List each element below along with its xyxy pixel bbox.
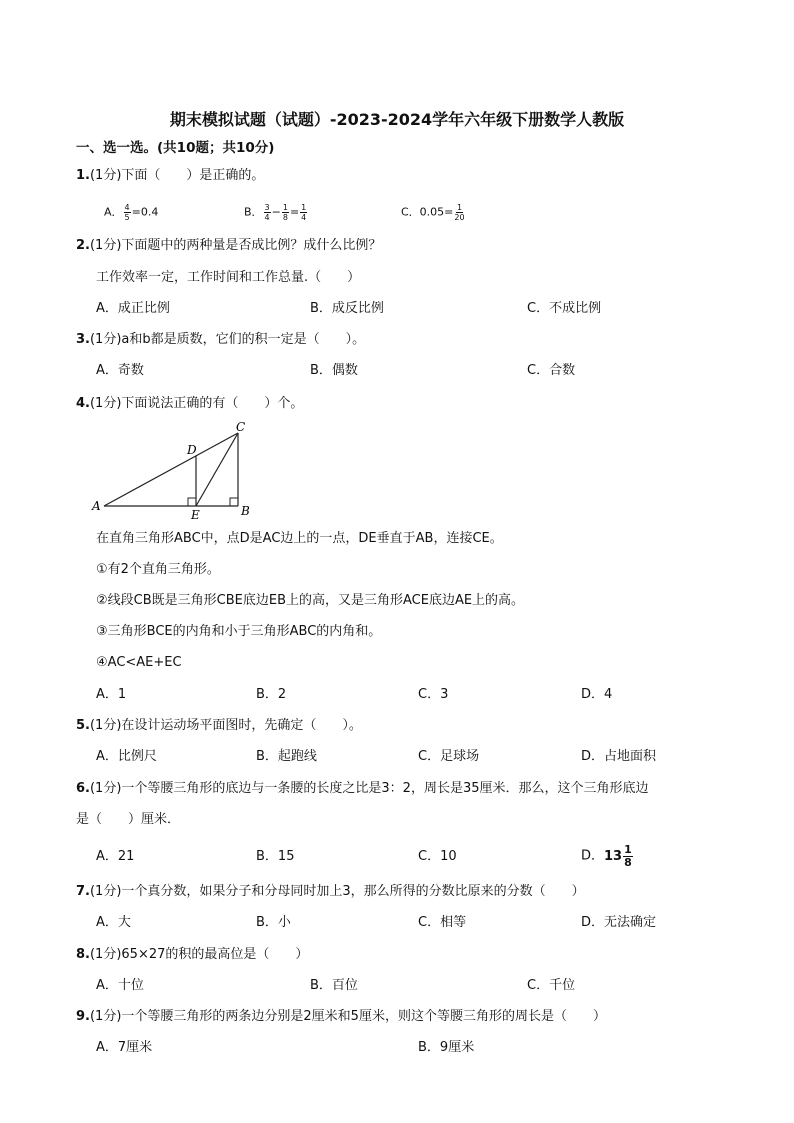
section-heading: 一、选一选。(共10题；共10分): [76, 140, 275, 156]
statement-2: ②线段CB既是三角形CBE底边EB上的高，又是三角形ACE底边AE上的高。: [96, 593, 525, 608]
question-9: [76, 1008, 606, 1026]
question-number: 1.: [76, 168, 90, 183]
question-7: [76, 883, 585, 901]
label-d: D: [187, 443, 197, 457]
question-3: [76, 331, 365, 349]
q7-option-c: C．相等: [418, 915, 467, 930]
q1-option-c: C．0.05= $\frac{1}{20}$: [401, 203, 465, 222]
question-number: 5.: [76, 718, 90, 733]
question-text-line: 在直角三角形ABC中，点D是AC边上的一点，DE垂直于AB，连接CE。: [96, 531, 503, 546]
q8-option-b: B．百位: [310, 978, 358, 993]
question-1: [76, 167, 264, 185]
right-angle-mark-b: [230, 498, 238, 506]
q7-option-d: D．无法确定: [581, 915, 657, 930]
q6-option-c: C．10: [418, 849, 457, 864]
question-6: [76, 780, 649, 798]
question-text: 下面（ ）是正确的。: [121, 168, 265, 183]
statement-1: ①有2个直角三角形。: [96, 562, 220, 577]
question-number: 3.: [76, 332, 90, 347]
q5-option-b: B．起跑线: [256, 749, 317, 764]
q9-option-b: B．9厘米: [418, 1040, 475, 1055]
page-title: 期末模拟试题（试题）-2023-2024学年六年级下册数学人教版: [169, 110, 625, 129]
question-score: (1分): [89, 332, 122, 347]
question-number: 9.: [76, 1009, 90, 1024]
segment-ac: [104, 433, 238, 506]
q5-option-a: A．比例尺: [96, 749, 157, 764]
q5-option-c: C．足球场: [418, 749, 480, 764]
question-8: [76, 946, 308, 964]
fraction: $\frac{4}{5}$: [124, 203, 130, 222]
question-5: [76, 717, 362, 735]
q2-option-c: C．不成比例: [527, 301, 602, 316]
label-c: C: [236, 420, 246, 434]
label-a: A: [92, 499, 101, 513]
question-score: (1分): [89, 718, 122, 733]
q2-option-b: B．成反比例: [310, 301, 384, 316]
q4-option-d: D．4: [581, 687, 613, 702]
question-4: [76, 395, 303, 413]
question-text-line: 工作效率一定，工作时间和工作总量.（ ）: [96, 270, 361, 285]
question-text: 一个真分数，如果分子和分母同时加上3，那么所得的分数比原来的分数（ ）: [121, 884, 585, 899]
question-number: 2.: [76, 238, 90, 253]
fraction: $\frac{1}{8}$: [282, 203, 288, 222]
right-angle-mark-e: [188, 498, 196, 506]
q7-option-a: A．大: [96, 915, 131, 930]
statement-4: ④AC<AE+EC: [96, 655, 182, 670]
q3-option-c: C．合数: [527, 363, 576, 378]
mixed-number: 13 $\frac{1}{8}$: [604, 843, 632, 869]
statement-3: ③三角形BCE的内角和小于三角形ABC的内角和。: [96, 624, 382, 639]
fraction: $\frac{1}{20}$: [454, 203, 465, 222]
q4-option-a: A．1: [96, 687, 127, 702]
q4-option-c: C．3: [418, 687, 449, 702]
question-text: 下面说法正确的有（ ）个。: [121, 396, 304, 411]
q8-option-c: C．千位: [527, 978, 576, 993]
fraction: $\frac{3}{4}$: [264, 203, 270, 222]
question-text: 一个等腰三角形的两条边分别是2厘米和5厘米，则这个等腰三角形的周长是（ ）: [121, 1009, 606, 1024]
fraction: $\frac{1}{4}$: [301, 203, 307, 222]
question-text: 65×27的积的最高位是（ ）: [121, 947, 309, 962]
q7-option-b: B．小: [256, 915, 291, 930]
q3-option-a: A．奇数: [96, 363, 144, 378]
q9-option-a: A．7厘米: [96, 1040, 153, 1055]
question-number: 6.: [76, 781, 90, 796]
q1-option-b: B． $\frac{3}{4}$ − $\frac{1}{8}$ = $\frac{1}{4}$: [244, 203, 307, 222]
question-text: 在设计运动场平面图时，先确定（ ）。: [121, 718, 362, 733]
q5-option-d: D．占地面积: [581, 749, 657, 764]
question-score: (1分): [89, 947, 122, 962]
q8-option-a: A．十位: [96, 978, 144, 993]
question-score: (1分): [89, 781, 122, 796]
q6-option-b: B．15: [256, 849, 295, 864]
triangle-figure: [88, 418, 258, 524]
question-score: (1分): [89, 168, 122, 183]
q1-option-a: A． $\frac{4}{5}$ =0.4: [104, 203, 159, 222]
label-e: E: [191, 508, 200, 522]
q2-option-a: A．成正比例: [96, 301, 170, 316]
question-number: 4.: [76, 396, 90, 411]
question-text: 一个等腰三角形的底边与一条腰的长度之比是3：2，周长是35厘米．那么，这个三角形底边: [121, 781, 649, 796]
label-b: B: [241, 504, 250, 518]
q3-option-b: B．偶数: [310, 363, 358, 378]
q6-option-a: A．21: [96, 849, 135, 864]
q4-option-b: B．2: [256, 687, 287, 702]
question-text: a和b都是质数，它们的积一定是（ ）。: [121, 332, 366, 347]
question-text: 下面题中的两种量是否成比例？成什么比例？: [121, 238, 382, 253]
q6-option-d: D． 13 $\frac{1}{8}$: [581, 843, 632, 869]
question-score: (1分): [89, 238, 122, 253]
question-number: 8.: [76, 947, 90, 962]
question-score: (1分): [89, 884, 122, 899]
question-2: [76, 237, 381, 255]
question-score: (1分): [89, 1009, 122, 1024]
question-number: 7.: [76, 884, 90, 899]
question-score: (1分): [89, 396, 122, 411]
question-text-line: 是（ ）厘米．: [76, 812, 181, 827]
